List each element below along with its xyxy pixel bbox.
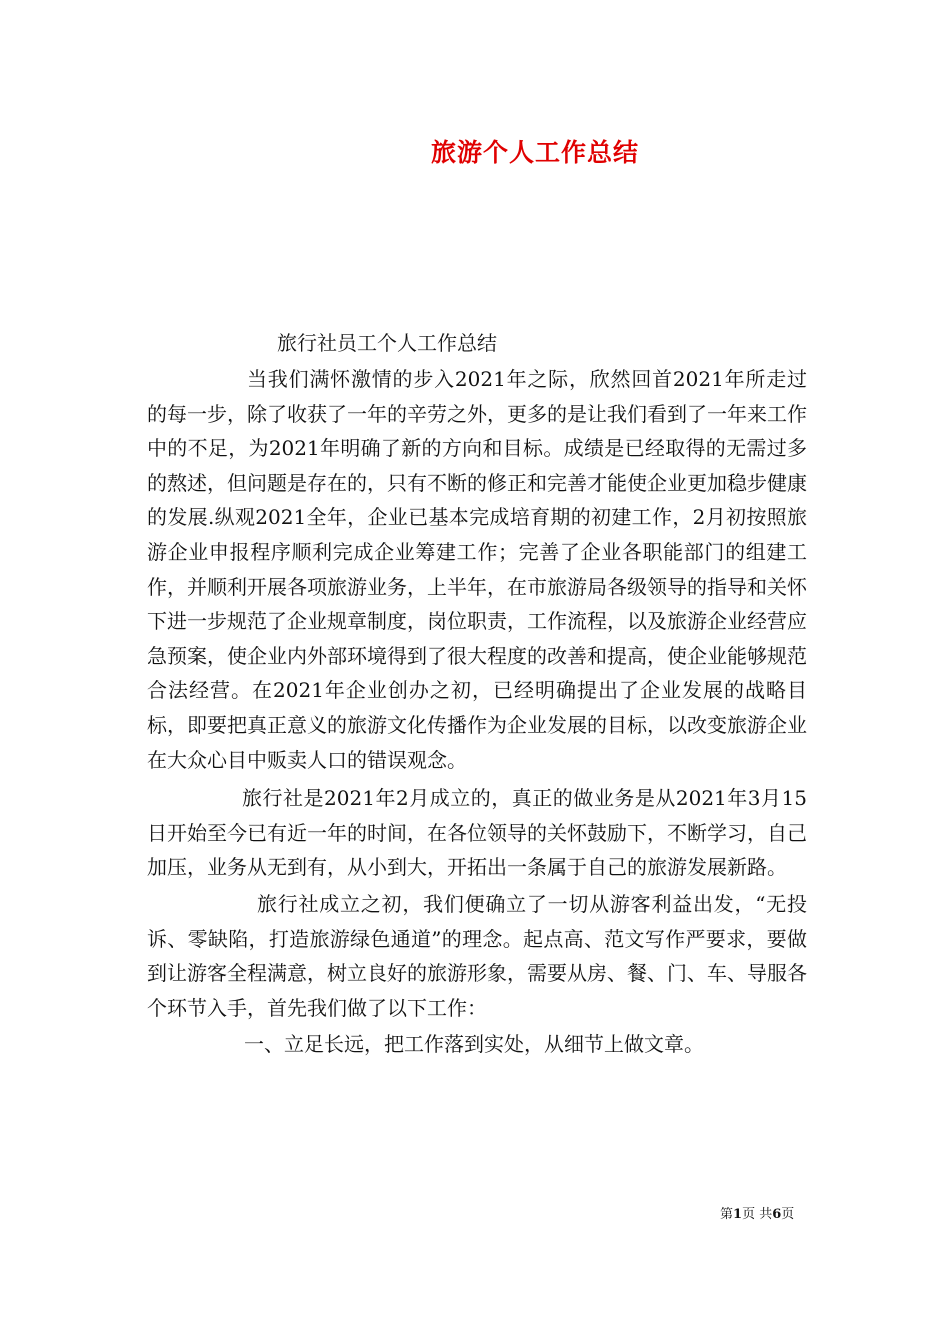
footer-suffix: 页 — [781, 1207, 795, 1222]
paragraph-4: 一、立足长远，把工作落到实处，从细节上做文章。 — [244, 1032, 704, 1057]
page-footer — [720, 1206, 794, 1224]
footer-prefix: 第 — [720, 1207, 734, 1222]
paragraph-2: 旅行社是2021年2月成立的，真正的做业务是从2021年3月15日开始至今已有近一年的时间，在各位领导的关怀鼓励下，不断学习，自己加压，业务从无到有，从小到大，开拓出一条属于自己的旅游发展新路。 — [147, 786, 807, 880]
document-subtitle: 旅行社员工个人工作总结 — [277, 331, 497, 355]
footer-current-page: 1 — [733, 1207, 743, 1222]
document-title: 旅游个人工作总结 — [430, 138, 639, 167]
document-body — [147, 362, 807, 1062]
footer-middle: 页 共 — [742, 1207, 773, 1222]
footer-total-pages: 6 — [772, 1207, 782, 1222]
paragraph-3: 旅行社成立之初，我们便确立了一切从游客利益出发，“无投诉、零缺陷，打造旅游绿色通道”的理念。起点高、范文写作严要求，要做到让游客全程满意，树立良好的旅游形象，需要从房、餐、门、车、导服各个环节入手，首先我们做了以下工作： — [147, 891, 807, 1020]
paragraph-1: 当我们满怀激情的步入2021年之际，欣然回首2021年所走过的每一步，除了收获了一年的辛劳之外，更多的是让我们看到了一年来工作中的不足，为2021年明确了新的方向和目标。成绩是已经取得的无需过多的熬述，但问题是存在的，只有不断的修正和完善才能使企业更加稳步健康的发展.纵观2021全年，企业已基本完成培育期的初建工作，2月初按照旅游企业申报程序顺利完成企业筹建工作；完善了企业各职能部门的组建工作，并顺利开展各项旅游业务，上半年，在市旅游局各级领导的指导和关怀下进一步规范了企业规章制度，岗位职责，工作流程，以及旅游企业经营应急预案，使企业内外部环境得到了很大程度的改善和提高，使企业能够规范合法经营。在2021年企业创办之初，已经明确提出了企业发展的战略目标，即要把真正意义的旅游文化传播作为企业发展的目标，以改变旅游企业在大众心目中贩卖人口的错误观念。 — [147, 367, 807, 772]
